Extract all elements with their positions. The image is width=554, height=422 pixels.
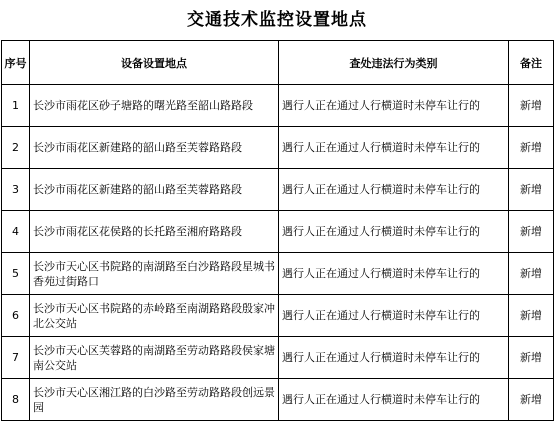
cell-note: 新增: [509, 295, 554, 337]
cell-note: 新增: [509, 127, 554, 169]
cell-violation: 遇行人正在通过人行横道时未停车让行的: [279, 127, 509, 169]
cell-location: 长沙市雨花区花侯路的长托路至湘府路路段: [30, 211, 279, 253]
cell-location: 长沙市雨花区新建路的韶山路至芙蓉路路段: [30, 169, 279, 211]
document-title: 交通技术监控设置地点: [187, 10, 367, 30]
table-row: [2, 127, 554, 169]
cell-no: 5: [2, 253, 30, 295]
cell-note: 新增: [509, 85, 554, 127]
cell-violation: 遇行人正在通过人行横道时未停车让行的: [279, 379, 509, 421]
cell-note: 新增: [509, 169, 554, 211]
table-header-row: [2, 41, 554, 85]
table-row: [2, 295, 554, 337]
monitoring-locations-table: [1, 40, 554, 421]
cell-violation: 遇行人正在通过人行横道时未停车让行的: [279, 169, 509, 211]
table-row: [2, 379, 554, 421]
cell-no: 8: [2, 379, 30, 421]
cell-location: 长沙市天心区湘江路的白沙路至劳动路路段创远景园: [30, 379, 279, 421]
cell-no: 2: [2, 127, 30, 169]
table-row: [2, 211, 554, 253]
cell-no: 7: [2, 337, 30, 379]
cell-note: 新增: [509, 211, 554, 253]
cell-no: 4: [2, 211, 30, 253]
table-row: [2, 169, 554, 211]
cell-location: 长沙市天心区书院路的南湖路至白沙路路段星城书香苑过街路口: [30, 253, 279, 295]
table-row: [2, 337, 554, 379]
cell-note: 新增: [509, 337, 554, 379]
cell-location: 长沙市雨花区砂子塘路的曙光路至韶山路路段: [30, 85, 279, 127]
cell-violation: 遇行人正在通过人行横道时未停车让行的: [279, 295, 509, 337]
cell-violation: 遇行人正在通过人行横道时未停车让行的: [279, 253, 509, 295]
cell-location: 长沙市天心区书院路的赤岭路至南湖路路段殷家冲北公交站: [30, 295, 279, 337]
header-no: 序号: [2, 41, 30, 85]
cell-violation: 遇行人正在通过人行横道时未停车让行的: [279, 337, 509, 379]
cell-note: 新增: [509, 253, 554, 295]
cell-no: 3: [2, 169, 30, 211]
table-row: [2, 85, 554, 127]
cell-note: 新增: [509, 379, 554, 421]
table-row: [2, 253, 554, 295]
cell-violation: 遇行人正在通过人行横道时未停车让行的: [279, 85, 509, 127]
cell-no: 6: [2, 295, 30, 337]
header-note: 备注: [509, 41, 554, 85]
header-location: 设备设置地点: [30, 41, 279, 85]
cell-violation: 遇行人正在通过人行横道时未停车让行的: [279, 211, 509, 253]
header-violation: 查处违法行为类别: [279, 41, 509, 85]
cell-no: 1: [2, 85, 30, 127]
cell-location: 长沙市天心区芙蓉路的南湖路至劳动路路段侯家塘南公交站: [30, 337, 279, 379]
cell-location: 长沙市雨花区新建路的韶山路至芙蓉路路段: [30, 127, 279, 169]
